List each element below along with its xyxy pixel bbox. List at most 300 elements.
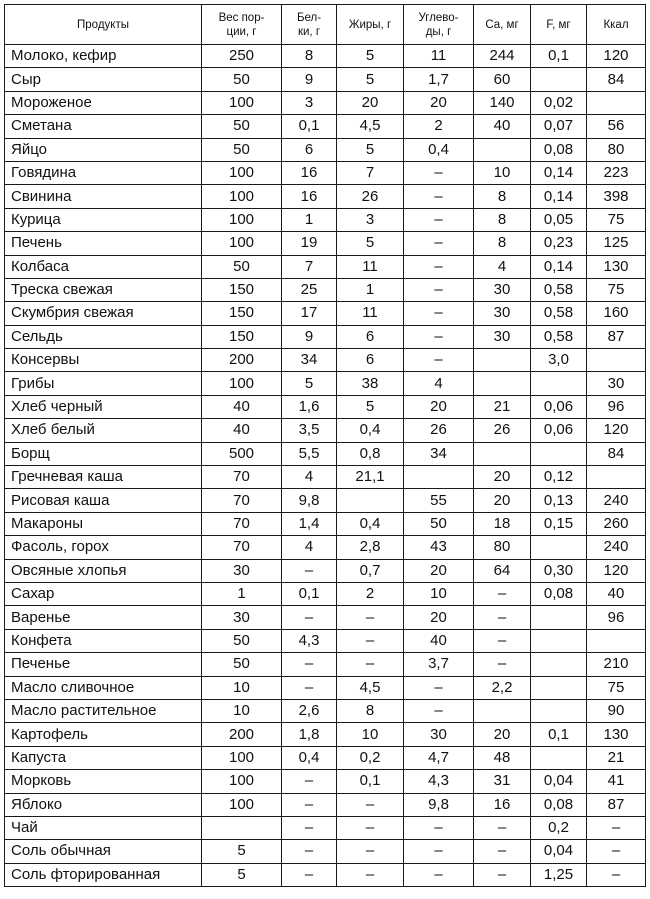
fluorine-cell: [531, 372, 587, 395]
proteins-cell: 7: [282, 255, 337, 278]
kcal-cell: 240: [587, 536, 646, 559]
carbohydrates-cell: 26: [404, 419, 474, 442]
portion-weight-cell: 50: [202, 653, 282, 676]
product-name-cell: Колбаса: [5, 255, 202, 278]
calcium-cell: 31: [474, 770, 531, 793]
fats-cell: 8: [337, 699, 404, 722]
table-row: [5, 115, 646, 138]
fluorine-cell: 1,25: [531, 863, 587, 886]
calcium-cell: 48: [474, 746, 531, 769]
proteins-cell: –: [282, 676, 337, 699]
proteins-cell: 8: [282, 45, 337, 68]
portion-weight-cell: 100: [202, 232, 282, 255]
table-row: [5, 816, 646, 839]
portion-weight-cell: 250: [202, 45, 282, 68]
calcium-cell: –: [474, 653, 531, 676]
portion-weight-cell: 100: [202, 161, 282, 184]
table-row: [5, 45, 646, 68]
product-name-cell: Печенье: [5, 653, 202, 676]
calcium-cell: 20: [474, 723, 531, 746]
fluorine-cell: [531, 699, 587, 722]
fluorine-cell: [531, 68, 587, 91]
proteins-cell: 34: [282, 349, 337, 372]
calcium-cell: –: [474, 629, 531, 652]
calcium-cell: 21: [474, 395, 531, 418]
proteins-cell: 16: [282, 161, 337, 184]
header-calcium: Са, мг: [474, 5, 531, 45]
proteins-cell: 1,6: [282, 395, 337, 418]
fats-cell: –: [337, 840, 404, 863]
portion-weight-cell: 70: [202, 536, 282, 559]
kcal-cell: 398: [587, 185, 646, 208]
product-name-cell: Чай: [5, 816, 202, 839]
fluorine-cell: 0,14: [531, 185, 587, 208]
product-name-cell: Рисовая каша: [5, 489, 202, 512]
calcium-cell: 30: [474, 302, 531, 325]
fluorine-cell: [531, 746, 587, 769]
table-row: [5, 161, 646, 184]
fluorine-cell: 0,04: [531, 770, 587, 793]
product-name-cell: Картофель: [5, 723, 202, 746]
product-name-cell: Морковь: [5, 770, 202, 793]
header-kcal: Ккал: [587, 5, 646, 45]
table-row: [5, 840, 646, 863]
fats-cell: 0,2: [337, 746, 404, 769]
table-body: [5, 45, 646, 887]
table-row: [5, 606, 646, 629]
proteins-cell: –: [282, 793, 337, 816]
calcium-cell: 64: [474, 559, 531, 582]
header-fluorine: F, мг: [531, 5, 587, 45]
calcium-cell: 8: [474, 208, 531, 231]
kcal-cell: 130: [587, 723, 646, 746]
portion-weight-cell: 150: [202, 302, 282, 325]
carbohydrates-cell: 55: [404, 489, 474, 512]
carbohydrates-cell: 1,7: [404, 68, 474, 91]
proteins-cell: 4: [282, 466, 337, 489]
fats-cell: –: [337, 606, 404, 629]
table-row: [5, 746, 646, 769]
table-row: [5, 138, 646, 161]
product-name-cell: Яблоко: [5, 793, 202, 816]
portion-weight-cell: [202, 816, 282, 839]
fats-cell: [337, 489, 404, 512]
calcium-cell: 4: [474, 255, 531, 278]
portion-weight-cell: 30: [202, 559, 282, 582]
proteins-cell: 17: [282, 302, 337, 325]
portion-weight-cell: 5: [202, 863, 282, 886]
fats-cell: 2: [337, 582, 404, 605]
product-name-cell: Консервы: [5, 349, 202, 372]
table-row: [5, 512, 646, 535]
portion-weight-cell: 200: [202, 723, 282, 746]
product-name-cell: Капуста: [5, 746, 202, 769]
kcal-cell: –: [587, 816, 646, 839]
kcal-cell: 130: [587, 255, 646, 278]
proteins-cell: 3: [282, 91, 337, 114]
portion-weight-cell: 150: [202, 278, 282, 301]
carbohydrates-cell: 2: [404, 115, 474, 138]
kcal-cell: 125: [587, 232, 646, 255]
product-name-cell: Соль обычная: [5, 840, 202, 863]
fats-cell: 2,8: [337, 536, 404, 559]
proteins-cell: 9: [282, 68, 337, 91]
kcal-cell: 75: [587, 278, 646, 301]
calcium-cell: 26: [474, 419, 531, 442]
kcal-cell: [587, 349, 646, 372]
kcal-cell: [587, 91, 646, 114]
table-row: [5, 185, 646, 208]
proteins-cell: –: [282, 653, 337, 676]
carbohydrates-cell: –: [404, 208, 474, 231]
portion-weight-cell: 500: [202, 442, 282, 465]
carbohydrates-cell: –: [404, 699, 474, 722]
fluorine-cell: 0,06: [531, 419, 587, 442]
carbohydrates-cell: –: [404, 185, 474, 208]
fluorine-cell: 0,02: [531, 91, 587, 114]
kcal-cell: 96: [587, 395, 646, 418]
portion-weight-cell: 30: [202, 606, 282, 629]
carbohydrates-cell: 11: [404, 45, 474, 68]
product-name-cell: Макароны: [5, 512, 202, 535]
calcium-cell: [474, 699, 531, 722]
fluorine-cell: 0,30: [531, 559, 587, 582]
fluorine-cell: 0,06: [531, 395, 587, 418]
carbohydrates-cell: 30: [404, 723, 474, 746]
table-row: [5, 653, 646, 676]
table-row: [5, 208, 646, 231]
carbohydrates-cell: 4: [404, 372, 474, 395]
proteins-cell: 0,4: [282, 746, 337, 769]
fats-cell: 11: [337, 302, 404, 325]
product-name-cell: Овсяные хлопья: [5, 559, 202, 582]
proteins-cell: 6: [282, 138, 337, 161]
kcal-cell: 160: [587, 302, 646, 325]
portion-weight-cell: 100: [202, 770, 282, 793]
kcal-cell: [587, 629, 646, 652]
product-name-cell: Скумбрия свежая: [5, 302, 202, 325]
portion-weight-cell: 100: [202, 793, 282, 816]
table-row: [5, 699, 646, 722]
fluorine-cell: 0,58: [531, 325, 587, 348]
calcium-cell: 8: [474, 185, 531, 208]
header-portion-weight: Вес пор- ции, г: [202, 5, 282, 45]
proteins-cell: 5,5: [282, 442, 337, 465]
kcal-cell: 210: [587, 653, 646, 676]
fats-cell: –: [337, 793, 404, 816]
table-row: [5, 489, 646, 512]
calcium-cell: 8: [474, 232, 531, 255]
product-name-cell: Конфета: [5, 629, 202, 652]
table-row: [5, 395, 646, 418]
kcal-cell: 41: [587, 770, 646, 793]
calcium-cell: 40: [474, 115, 531, 138]
carbohydrates-cell: 3,7: [404, 653, 474, 676]
portion-weight-cell: 150: [202, 325, 282, 348]
carbohydrates-cell: –: [404, 255, 474, 278]
kcal-cell: 240: [587, 489, 646, 512]
calcium-cell: –: [474, 863, 531, 886]
fluorine-cell: 0,08: [531, 793, 587, 816]
table-row: [5, 536, 646, 559]
product-name-cell: Борщ: [5, 442, 202, 465]
portion-weight-cell: 50: [202, 68, 282, 91]
kcal-cell: 56: [587, 115, 646, 138]
fluorine-cell: [531, 676, 587, 699]
product-name-cell: Яйцо: [5, 138, 202, 161]
fats-cell: 0,4: [337, 512, 404, 535]
table-row: [5, 723, 646, 746]
kcal-cell: 223: [587, 161, 646, 184]
table-row: [5, 372, 646, 395]
proteins-cell: –: [282, 863, 337, 886]
product-name-cell: Говядина: [5, 161, 202, 184]
carbohydrates-cell: –: [404, 863, 474, 886]
proteins-cell: 19: [282, 232, 337, 255]
table-row: [5, 302, 646, 325]
table-row: [5, 349, 646, 372]
carbohydrates-cell: –: [404, 325, 474, 348]
table-row: [5, 466, 646, 489]
fats-cell: 1: [337, 278, 404, 301]
fluorine-cell: 0,05: [531, 208, 587, 231]
carbohydrates-cell: –: [404, 232, 474, 255]
product-name-cell: Гречневая каша: [5, 466, 202, 489]
product-name-cell: Сельдь: [5, 325, 202, 348]
fats-cell: 38: [337, 372, 404, 395]
proteins-cell: –: [282, 559, 337, 582]
fluorine-cell: [531, 629, 587, 652]
portion-weight-cell: 100: [202, 372, 282, 395]
portion-weight-cell: 40: [202, 395, 282, 418]
fats-cell: 7: [337, 161, 404, 184]
product-name-cell: Сыр: [5, 68, 202, 91]
product-name-cell: Хлеб черный: [5, 395, 202, 418]
kcal-cell: –: [587, 840, 646, 863]
portion-weight-cell: 40: [202, 419, 282, 442]
fats-cell: 11: [337, 255, 404, 278]
carbohydrates-cell: 20: [404, 559, 474, 582]
fats-cell: 0,8: [337, 442, 404, 465]
portion-weight-cell: 200: [202, 349, 282, 372]
proteins-cell: –: [282, 816, 337, 839]
product-name-cell: Грибы: [5, 372, 202, 395]
carbohydrates-cell: 10: [404, 582, 474, 605]
portion-weight-cell: 10: [202, 699, 282, 722]
product-name-cell: Печень: [5, 232, 202, 255]
header-products: Продукты: [5, 5, 202, 45]
table-row: [5, 770, 646, 793]
fats-cell: 20: [337, 91, 404, 114]
product-name-cell: Масло сливочное: [5, 676, 202, 699]
kcal-cell: 80: [587, 138, 646, 161]
fluorine-cell: 0,08: [531, 138, 587, 161]
calcium-cell: [474, 372, 531, 395]
product-name-cell: Сметана: [5, 115, 202, 138]
calcium-cell: 60: [474, 68, 531, 91]
table-row: [5, 559, 646, 582]
table-row: [5, 91, 646, 114]
calcium-cell: 2,2: [474, 676, 531, 699]
kcal-cell: [587, 466, 646, 489]
proteins-cell: 2,6: [282, 699, 337, 722]
fats-cell: 10: [337, 723, 404, 746]
calcium-cell: 80: [474, 536, 531, 559]
kcal-cell: 96: [587, 606, 646, 629]
portion-weight-cell: 100: [202, 208, 282, 231]
proteins-cell: 25: [282, 278, 337, 301]
kcal-cell: 21: [587, 746, 646, 769]
table-row: [5, 863, 646, 886]
calcium-cell: –: [474, 582, 531, 605]
fats-cell: 3: [337, 208, 404, 231]
product-name-cell: Хлеб белый: [5, 419, 202, 442]
fats-cell: –: [337, 629, 404, 652]
fluorine-cell: 0,08: [531, 582, 587, 605]
portion-weight-cell: 50: [202, 115, 282, 138]
portion-weight-cell: 70: [202, 489, 282, 512]
portion-weight-cell: 100: [202, 185, 282, 208]
kcal-cell: 87: [587, 793, 646, 816]
fluorine-cell: [531, 653, 587, 676]
carbohydrates-cell: 50: [404, 512, 474, 535]
fluorine-cell: [531, 536, 587, 559]
fats-cell: 0,4: [337, 419, 404, 442]
fluorine-cell: 0,2: [531, 816, 587, 839]
kcal-cell: 120: [587, 419, 646, 442]
calcium-cell: [474, 349, 531, 372]
carbohydrates-cell: –: [404, 816, 474, 839]
table-row: [5, 442, 646, 465]
header-proteins: Бел- ки, г: [282, 5, 337, 45]
fluorine-cell: 0,14: [531, 161, 587, 184]
portion-weight-cell: 10: [202, 676, 282, 699]
carbohydrates-cell: 20: [404, 606, 474, 629]
carbohydrates-cell: 0,4: [404, 138, 474, 161]
calcium-cell: 20: [474, 466, 531, 489]
fats-cell: 5: [337, 232, 404, 255]
fats-cell: –: [337, 816, 404, 839]
fats-cell: 26: [337, 185, 404, 208]
fats-cell: 5: [337, 395, 404, 418]
calcium-cell: –: [474, 606, 531, 629]
fluorine-cell: 0,04: [531, 840, 587, 863]
proteins-cell: 5: [282, 372, 337, 395]
product-name-cell: Фасоль, горох: [5, 536, 202, 559]
fats-cell: 4,5: [337, 115, 404, 138]
carbohydrates-cell: –: [404, 840, 474, 863]
fluorine-cell: 0,1: [531, 723, 587, 746]
table-row: [5, 68, 646, 91]
calcium-cell: 18: [474, 512, 531, 535]
table-row: [5, 232, 646, 255]
proteins-cell: 1: [282, 208, 337, 231]
carbohydrates-cell: 9,8: [404, 793, 474, 816]
carbohydrates-cell: –: [404, 349, 474, 372]
product-name-cell: Треска свежая: [5, 278, 202, 301]
kcal-cell: 84: [587, 68, 646, 91]
calcium-cell: 10: [474, 161, 531, 184]
kcal-cell: 87: [587, 325, 646, 348]
header-carbohydrates: Углево- ды, г: [404, 5, 474, 45]
fluorine-cell: 0,23: [531, 232, 587, 255]
kcal-cell: 75: [587, 208, 646, 231]
carbohydrates-cell: –: [404, 302, 474, 325]
proteins-cell: 3,5: [282, 419, 337, 442]
calcium-cell: 16: [474, 793, 531, 816]
carbohydrates-cell: –: [404, 278, 474, 301]
fluorine-cell: 0,14: [531, 255, 587, 278]
table-row: [5, 419, 646, 442]
table-header: [5, 5, 646, 45]
fats-cell: 0,7: [337, 559, 404, 582]
portion-weight-cell: 70: [202, 512, 282, 535]
fluorine-cell: 0,12: [531, 466, 587, 489]
carbohydrates-cell: –: [404, 161, 474, 184]
kcal-cell: 120: [587, 45, 646, 68]
kcal-cell: 75: [587, 676, 646, 699]
carbohydrates-cell: 4,3: [404, 770, 474, 793]
calcium-cell: 140: [474, 91, 531, 114]
product-name-cell: Молоко, кефир: [5, 45, 202, 68]
carbohydrates-cell: –: [404, 676, 474, 699]
fats-cell: 6: [337, 349, 404, 372]
carbohydrates-cell: [404, 466, 474, 489]
table-row: [5, 582, 646, 605]
kcal-cell: 260: [587, 512, 646, 535]
fats-cell: –: [337, 863, 404, 886]
proteins-cell: –: [282, 606, 337, 629]
fluorine-cell: 0,1: [531, 45, 587, 68]
proteins-cell: 9: [282, 325, 337, 348]
nutrition-table: [4, 4, 646, 887]
portion-weight-cell: 1: [202, 582, 282, 605]
fats-cell: 21,1: [337, 466, 404, 489]
carbohydrates-cell: 4,7: [404, 746, 474, 769]
calcium-cell: [474, 442, 531, 465]
proteins-cell: –: [282, 840, 337, 863]
portion-weight-cell: 50: [202, 629, 282, 652]
portion-weight-cell: 50: [202, 255, 282, 278]
table-row: [5, 629, 646, 652]
calcium-cell: –: [474, 816, 531, 839]
table-row: [5, 325, 646, 348]
table-row: [5, 255, 646, 278]
fluorine-cell: 0,07: [531, 115, 587, 138]
kcal-cell: 30: [587, 372, 646, 395]
carbohydrates-cell: 34: [404, 442, 474, 465]
proteins-cell: –: [282, 770, 337, 793]
proteins-cell: 1,8: [282, 723, 337, 746]
fluorine-cell: 3,0: [531, 349, 587, 372]
kcal-cell: –: [587, 863, 646, 886]
fluorine-cell: 0,13: [531, 489, 587, 512]
fats-cell: –: [337, 653, 404, 676]
fats-cell: 4,5: [337, 676, 404, 699]
fats-cell: 6: [337, 325, 404, 348]
portion-weight-cell: 100: [202, 91, 282, 114]
portion-weight-cell: 5: [202, 840, 282, 863]
fluorine-cell: 0,15: [531, 512, 587, 535]
product-name-cell: Курица: [5, 208, 202, 231]
carbohydrates-cell: 20: [404, 395, 474, 418]
table-row: [5, 793, 646, 816]
calcium-cell: 244: [474, 45, 531, 68]
portion-weight-cell: 50: [202, 138, 282, 161]
proteins-cell: 4,3: [282, 629, 337, 652]
calcium-cell: 30: [474, 325, 531, 348]
product-name-cell: Мороженое: [5, 91, 202, 114]
